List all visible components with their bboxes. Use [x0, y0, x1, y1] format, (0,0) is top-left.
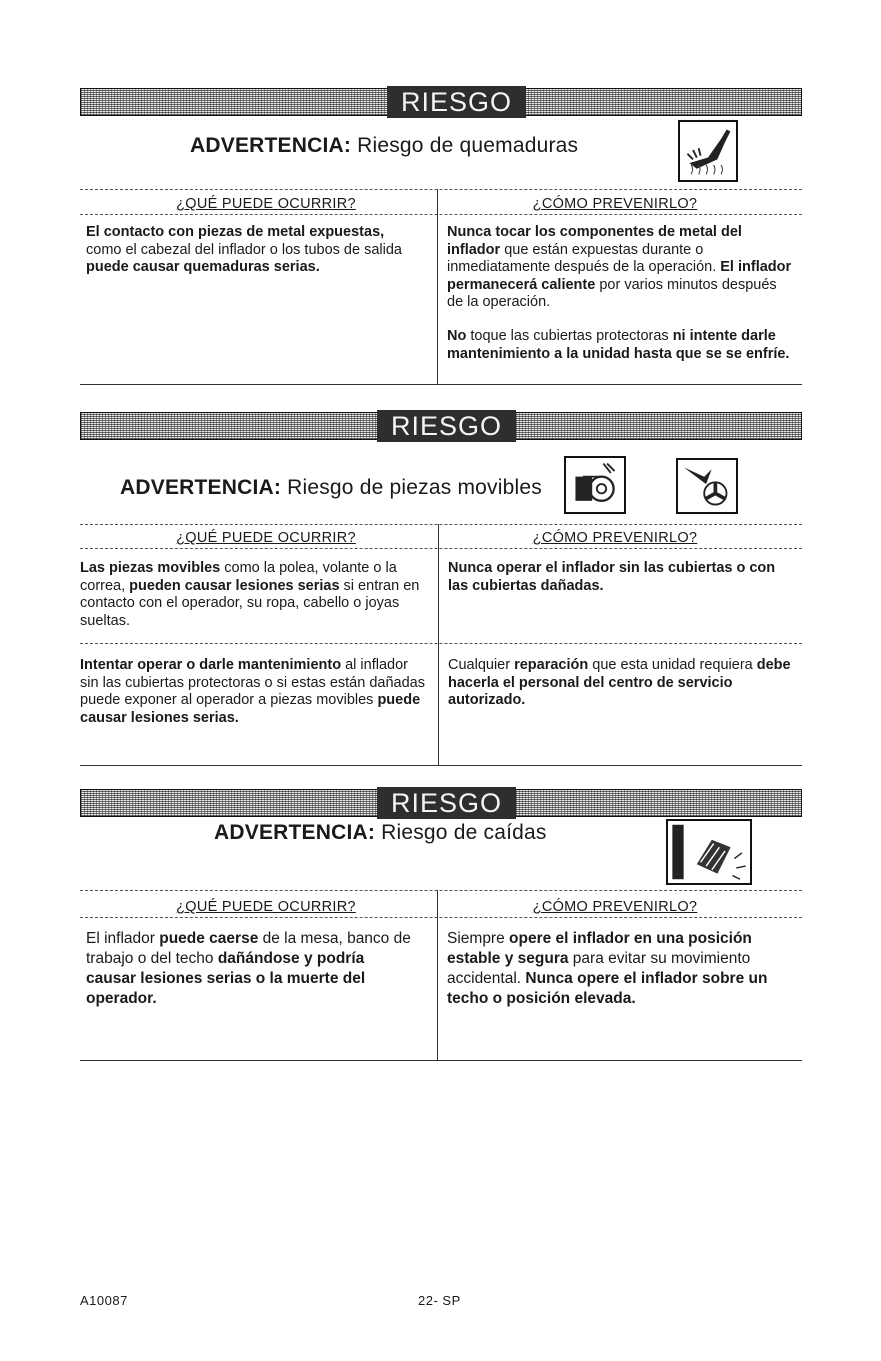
- burn-hazard-section: [80, 88, 802, 388]
- table-bottom-rule: [80, 765, 802, 766]
- riesgo-label: RIESGO: [377, 787, 516, 819]
- prevention-text-2: [447, 328, 792, 363]
- col-what-can-happen: ¿QUÉ PUEDE OCURRIR?: [176, 899, 356, 915]
- body-text: de la mesa, banco de trabajo o del techo: [86, 930, 411, 967]
- body-text: que esta unidad requiera: [588, 657, 757, 673]
- emphasis-text: dañándose y podría causar lesiones serias o la muerte del operador.: [86, 950, 366, 1007]
- col-how-to-prevent: ¿CÓMO PREVENIRLO?: [532, 530, 698, 546]
- emphasis-text: Las piezas movibles: [80, 560, 221, 576]
- prevention-text: [447, 224, 792, 312]
- warning-lead: ADVERTENCIA:: [214, 821, 376, 844]
- column-divider: [437, 890, 438, 1060]
- pulley-hazard-icon: [564, 456, 626, 514]
- table-header-rule: [80, 917, 802, 918]
- prevention-text: [448, 560, 793, 595]
- warning-title: [214, 821, 547, 845]
- burn-hazard-icon: [678, 120, 738, 182]
- moving-parts-section: [80, 412, 802, 772]
- hazard-description: [86, 929, 416, 1009]
- emphasis-text: puede causar quemaduras serias.: [86, 259, 320, 275]
- prevention-text: [447, 929, 799, 1009]
- row-divider: [80, 643, 802, 644]
- emphasis-text: puede causar lesiones serias.: [80, 692, 421, 726]
- fall-hazard-icon: [666, 819, 752, 885]
- body-text: que están expuestas durante o inmediatamente después de la operación.: [447, 241, 721, 275]
- table-top-rule: [80, 890, 802, 891]
- riesgo-banner: [80, 412, 802, 440]
- body-text: El inflador: [86, 930, 160, 947]
- warning-title: [190, 134, 578, 158]
- col-how-to-prevent: ¿CÓMO PREVENIRLO?: [532, 196, 698, 212]
- emphasis-text: Intentar operar o darle mantenimiento: [80, 657, 342, 673]
- body-text: como la polea, volante o la correa,: [80, 560, 397, 594]
- body-text: al inflador sin las cubiertas protectoras o si estas están dañadas puede exponer al operador a piezas movibles: [80, 657, 425, 708]
- prevention-text-2: [448, 657, 793, 710]
- table-header-rule: [80, 214, 802, 215]
- emphasis-text: pueden causar lesiones serias: [129, 577, 340, 594]
- hazard-description-2: [80, 657, 425, 727]
- emphasis-text: Nunca opere el inflador sobre un techo o posición elevada.: [447, 970, 768, 1007]
- table-top-rule: [80, 189, 802, 190]
- table-bottom-rule: [80, 1060, 802, 1061]
- body-text: por varios minutos después de la operación.: [447, 276, 777, 310]
- emphasis-text: reparación: [514, 657, 589, 673]
- table-top-rule: [80, 524, 802, 525]
- warning-subject: Riesgo de quemaduras: [351, 134, 579, 157]
- emphasis-text: ni intente darle mantenimiento a la unidad hasta que se se enfríe.: [447, 328, 790, 362]
- fan-hazard-icon: [676, 458, 738, 514]
- column-divider: [437, 189, 438, 385]
- col-how-to-prevent: ¿CÓMO PREVENIRLO?: [532, 899, 698, 915]
- body-text: Siempre: [447, 930, 510, 947]
- emphasis-text: Nunca operar el inflador sin las cubiertas o con las cubiertas dañadas.: [448, 560, 776, 594]
- emphasis-text: El contacto con piezas de metal expuestas,: [86, 224, 385, 240]
- document-code: A10087: [80, 1293, 128, 1308]
- body-text: como el cabezal del inflador o los tubos de salida: [86, 241, 402, 258]
- emphasis-text: puede caerse: [159, 930, 259, 947]
- body-text: para evitar su movimiento accidental.: [447, 950, 751, 987]
- fall-hazard-section: [80, 789, 802, 1069]
- riesgo-banner: [80, 88, 802, 116]
- emphasis-text: debe hacerla el personal del centro de servicio autorizado.: [448, 657, 791, 708]
- warning-lead: ADVERTENCIA:: [190, 134, 352, 157]
- hazard-description: [86, 224, 416, 277]
- body-text: Cualquier: [448, 657, 515, 673]
- table-bottom-rule: [80, 384, 802, 385]
- col-what-can-happen: ¿QUÉ PUEDE OCURRIR?: [176, 196, 356, 212]
- hazard-description: [80, 560, 432, 630]
- riesgo-banner: [80, 789, 802, 817]
- emphasis-text: El inflador permanecerá caliente: [447, 259, 792, 293]
- warning-title: [120, 476, 542, 500]
- emphasis-text: No: [447, 328, 467, 344]
- body-text: toque las cubiertas protectoras: [466, 328, 673, 344]
- column-divider: [438, 524, 439, 766]
- body-text: si entran en contacto con el operador, su ropa, cabello o joyas sueltas.: [80, 577, 420, 629]
- warning-subject: Riesgo de piezas movibles: [281, 476, 542, 499]
- riesgo-label: RIESGO: [377, 410, 516, 442]
- warning-subject: Riesgo de caídas: [375, 821, 547, 844]
- col-what-can-happen: ¿QUÉ PUEDE OCURRIR?: [176, 530, 356, 546]
- emphasis-text: Nunca tocar los componentes de metal del inflador: [447, 224, 742, 258]
- emphasis-text: opere el inflador en una posición estable y segura: [447, 930, 752, 967]
- table-header-rule: [80, 548, 802, 549]
- warning-lead: ADVERTENCIA:: [120, 476, 282, 499]
- page-number: 22- SP: [418, 1293, 461, 1308]
- riesgo-label: RIESGO: [387, 86, 526, 118]
